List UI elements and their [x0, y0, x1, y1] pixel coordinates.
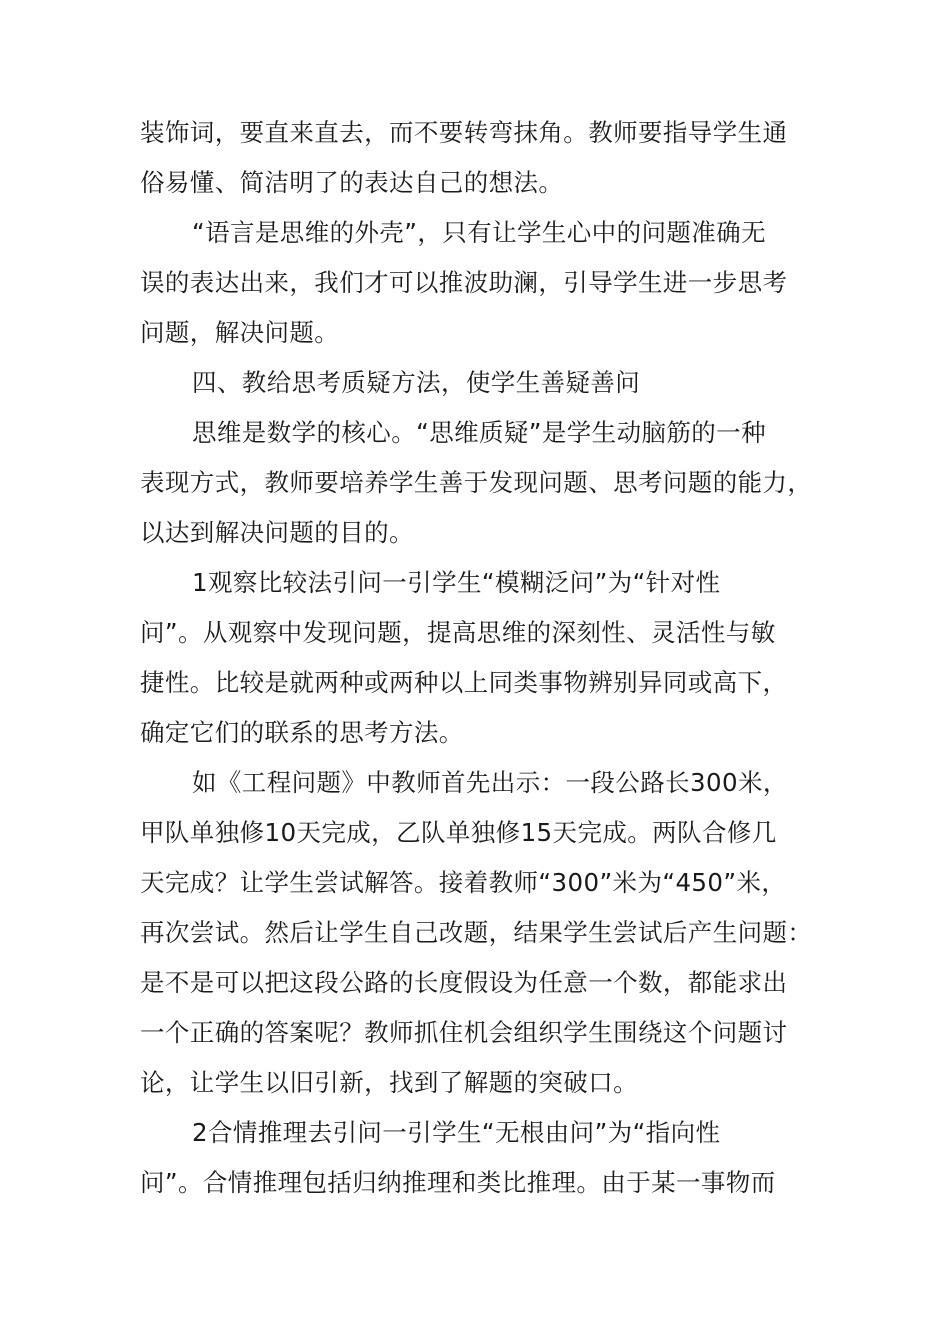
text-line: 论，让学生以旧引新，找到了解题的突破口。 — [140, 1068, 638, 1097]
text-line: 思维是数学的核心。“思维质疑”是学生动脑筋的一种 — [192, 418, 766, 447]
text-line: 捷性。比较是就两种或两种以上同类事物辨别异同或高下， — [140, 668, 788, 697]
text-line: 如《工程问题》中教师首先出示：一段公路长300米， — [192, 768, 788, 797]
text-line: 装饰词，要直来直去，而不要转弯抹角。教师要指导学生通 — [140, 118, 788, 147]
text-line: 天完成？让学生尝试解答。接着教师“300”米为“450”米， — [140, 868, 787, 897]
text-line: 问”。从观察中发现问题，提高思维的深刻性、灵活性与敏 — [140, 618, 776, 647]
text-line: 2合情推理去引问一引学生“无根由问”为“指向性 — [192, 1118, 721, 1147]
text-line: 再次尝试。然后让学生自己改题，结果学生尝试后产生问题： — [140, 918, 813, 947]
text-line: “语言是思维的外壳”，只有让学生心中的问题准确无 — [192, 218, 766, 247]
text-line: 确定它们的联系的思考方法。 — [140, 718, 464, 747]
text-line: 甲队单独修10天完成，乙队单独修15天完成。两队合修几 — [140, 818, 777, 847]
text-line: 1观察比较法引问一引学生“模糊泛问”为“针对性 — [192, 568, 721, 597]
text-line: 误的表达出来，我们才可以推波助澜，引导学生进一步思考 — [140, 268, 788, 297]
text-line: 以达到解决问题的目的。 — [140, 518, 414, 547]
text-line: 表现方式，教师要培养学生善于发现问题、思考问题的能力， — [140, 468, 813, 497]
text-line: 俗易懂、简洁明了的表达自己的想法。 — [140, 168, 564, 197]
text-line: 问”。合情推理包括归纳推理和类比推理。由于某一事物而 — [140, 1168, 776, 1197]
text-line: 一个正确的答案呢？教师抓住机会组织学生围绕这个问题讨 — [140, 1018, 788, 1047]
section-heading: 四、教给思考质疑方法，使学生善疑善问 — [192, 368, 641, 397]
text-line: 是不是可以把这段公路的长度假设为任意一个数，都能求出 — [140, 968, 788, 997]
text-line: 问题，解决问题。 — [140, 318, 340, 347]
